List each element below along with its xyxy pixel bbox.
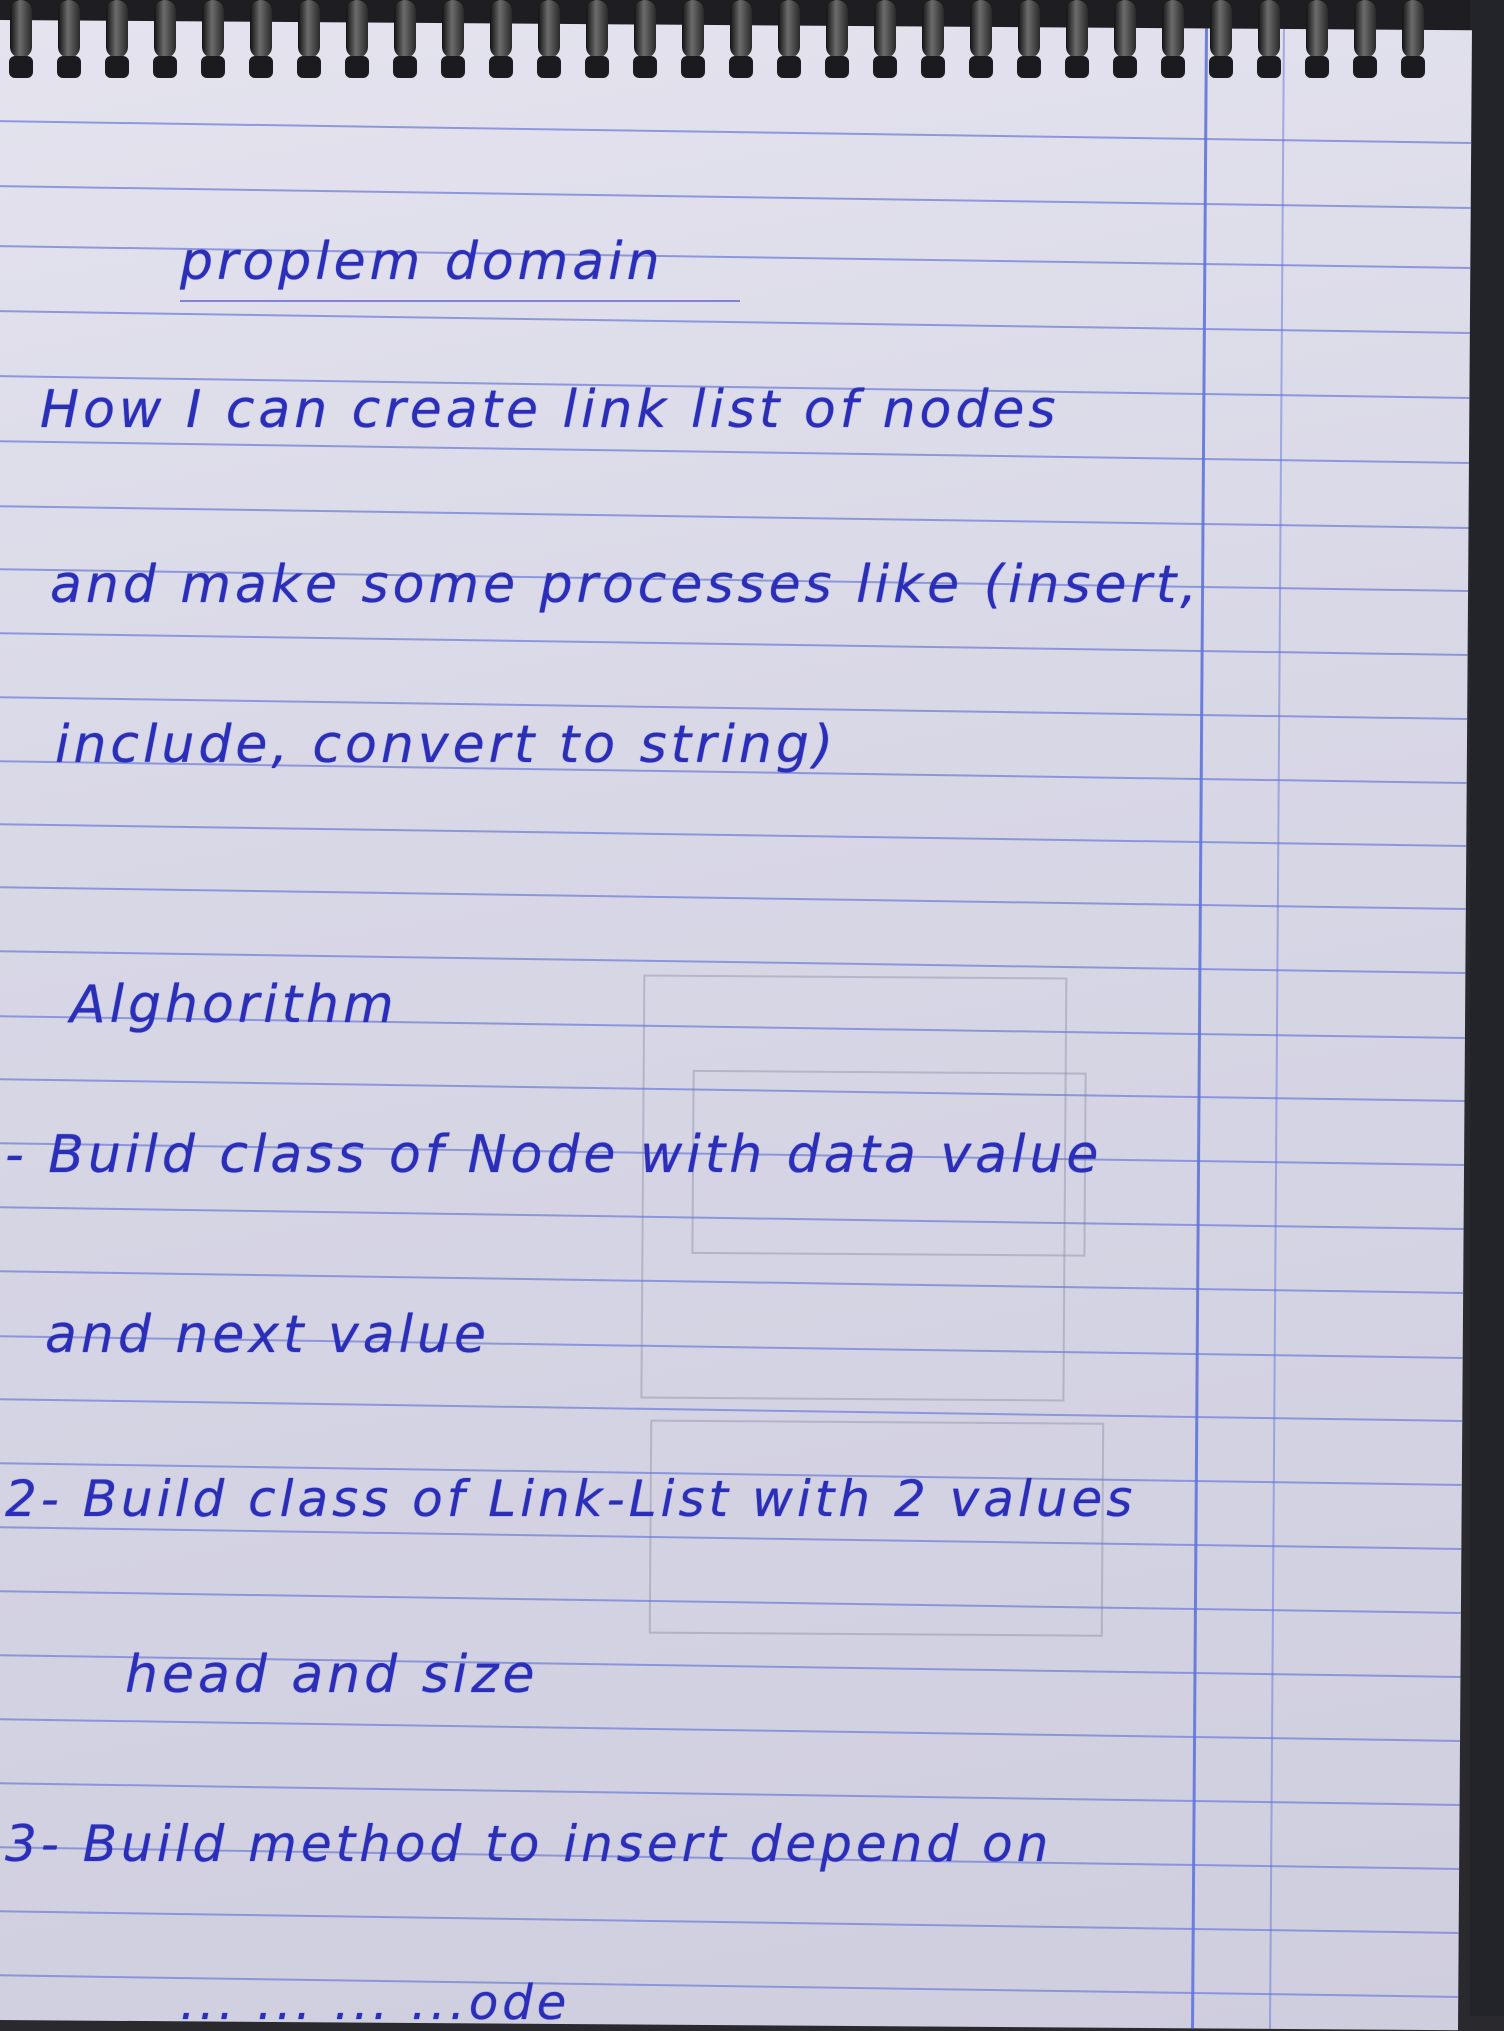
step-3-line-1: 3- Build method to insert depend on [5, 1815, 1053, 1873]
ruled-line [0, 886, 1472, 911]
step-3-line-2-partial: ... ... ... ...ode [180, 1975, 571, 2031]
ruled-line [0, 120, 1472, 145]
spiral-binding [0, 0, 1504, 90]
problem-line-1: How I can create link list of nodes [40, 380, 1060, 440]
ruled-line [0, 1718, 1472, 1743]
heading-underline [180, 300, 740, 302]
step-1-line-1: - Build class of Node with data value [5, 1125, 1103, 1185]
ruled-line [0, 632, 1472, 657]
ruled-line [0, 440, 1472, 465]
background-right-edge [1470, 0, 1504, 2016]
ruled-line [0, 1782, 1472, 1807]
step-2-line-1: 2- Build class of Link-List with 2 values [5, 1470, 1137, 1528]
heading-problem-domain: proplem domain [180, 232, 664, 292]
step-2-line-2: head and size [125, 1645, 539, 1705]
problem-line-3: include, convert to string) [55, 715, 838, 775]
ruled-line [0, 1910, 1472, 1935]
step-1-line-2: and next value [45, 1305, 491, 1365]
ruled-line [0, 505, 1472, 530]
ruled-line [0, 823, 1472, 848]
algorithm-title: Alghorithm [70, 975, 398, 1035]
problem-line-2: and make some processes like (insert, [50, 555, 1201, 615]
ruled-line [0, 950, 1472, 975]
faint-sketch [649, 1420, 1104, 1637]
ruled-line [0, 185, 1472, 210]
ruled-line [0, 1398, 1472, 1423]
ruled-line [0, 310, 1472, 335]
